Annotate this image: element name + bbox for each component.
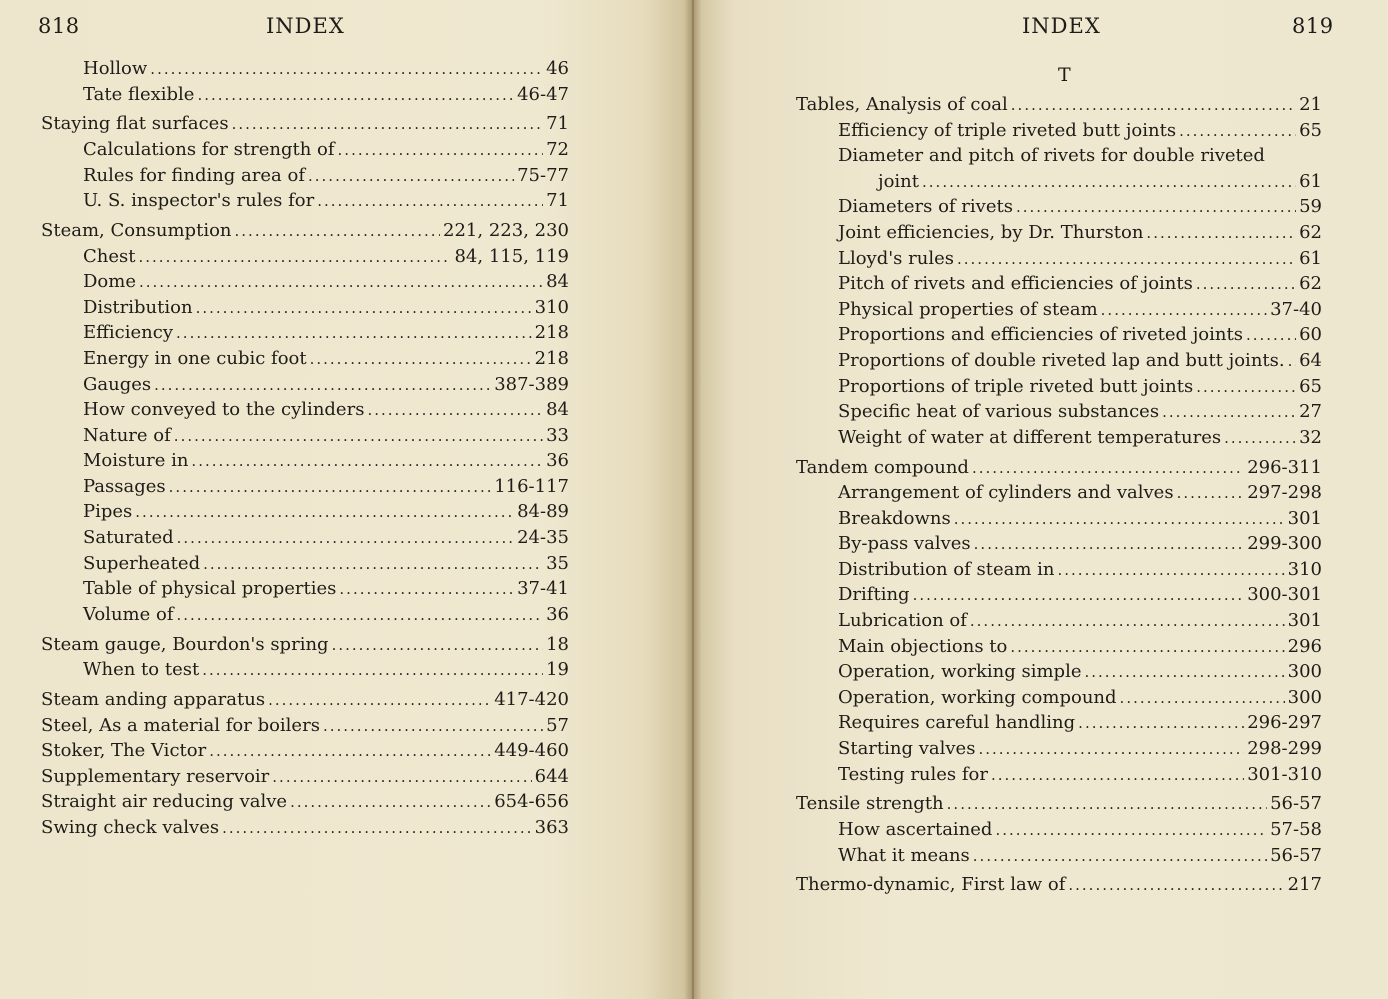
index-entry — [41, 218, 569, 244]
entry-term: joint — [878, 170, 920, 192]
entry-term: Saturated — [83, 527, 174, 549]
dot-leader — [970, 609, 1285, 635]
entry-term: Lloyd's rules — [838, 247, 954, 269]
entry-pages: 61 — [1299, 247, 1322, 269]
index-subentry — [796, 557, 1322, 583]
entry-pages: 221, 223, 230 — [443, 219, 569, 241]
index-subentry — [796, 582, 1322, 608]
dot-leader — [169, 475, 492, 501]
entry-pages: 18 — [546, 633, 569, 655]
entry-term: Arrangement of cylinders and valves — [838, 482, 1174, 504]
entry-pages: 62 — [1299, 221, 1322, 243]
dot-leader — [176, 603, 543, 629]
entry-term: Starting valves — [838, 738, 976, 760]
dot-leader — [367, 398, 543, 424]
index-subentry — [41, 397, 569, 423]
entry-term: Rules for finding area of — [83, 164, 305, 186]
index-subentry — [41, 269, 569, 295]
dot-leader — [196, 296, 532, 322]
entry-term: Steam, Consumption — [41, 219, 232, 241]
entry-term: Proportions of double riveted lap and butt joints. — [838, 349, 1285, 371]
dot-leader — [1084, 660, 1284, 686]
entry-term: Diameters of rivets — [838, 196, 1013, 218]
dot-leader — [922, 170, 1296, 196]
entry-term: U. S. inspector's rules for — [83, 190, 315, 212]
index-subentry — [41, 525, 569, 551]
dot-leader — [235, 219, 441, 245]
entry-term: Swing check valves — [41, 816, 220, 838]
entry-term: How conveyed to the cylinders — [83, 399, 365, 421]
index-subentry — [796, 297, 1322, 323]
index-subentry — [796, 531, 1322, 557]
dot-leader — [174, 424, 543, 450]
dot-leader — [1224, 426, 1296, 452]
entry-pages: 218 — [534, 347, 569, 369]
entry-term: Staying flat surfaces — [41, 113, 229, 135]
entry-pages: 60 — [1299, 324, 1322, 346]
running-title: INDEX — [266, 14, 345, 38]
entry-pages: 35 — [546, 552, 569, 574]
index-subentry — [41, 576, 569, 602]
index-entry — [41, 764, 569, 790]
dot-leader — [176, 321, 532, 347]
dot-leader — [947, 792, 1267, 818]
dot-leader — [1246, 323, 1296, 349]
dot-leader — [1058, 558, 1285, 584]
index-subentry — [41, 499, 569, 525]
entry-pages: 300 — [1287, 661, 1322, 683]
entry-term: Pipes — [83, 501, 133, 523]
section-letter: T — [1058, 64, 1071, 86]
dot-leader — [1120, 686, 1285, 712]
right-page — [692, 0, 1388, 999]
index-subentry — [41, 56, 569, 82]
index-entry — [41, 738, 569, 764]
entry-pages: 363 — [534, 816, 569, 838]
dot-leader — [317, 189, 543, 215]
entry-pages: 84 — [546, 399, 569, 421]
entry-pages: 37-41 — [517, 578, 569, 600]
entry-term: By-pass valves — [838, 533, 971, 555]
entry-pages: 72 — [546, 138, 569, 160]
dot-leader — [268, 688, 491, 714]
entry-pages: 296-297 — [1247, 712, 1322, 734]
entry-pages: 32 — [1299, 426, 1322, 448]
entry-term: Hollow — [83, 58, 148, 79]
entry-pages: 654-656 — [494, 791, 569, 813]
index-subentry — [41, 188, 569, 214]
dot-leader — [1162, 400, 1296, 426]
entry-pages: 64 — [1299, 349, 1322, 371]
entry-term: Calculations for strength of — [83, 138, 335, 160]
entry-pages: 296 — [1287, 635, 1322, 657]
entry-term: Tate flexible — [83, 83, 195, 105]
entry-term: Main objections to — [838, 635, 1008, 657]
index-entry — [796, 455, 1322, 481]
dot-leader — [1078, 711, 1244, 737]
dot-leader — [339, 577, 514, 603]
dot-leader — [191, 449, 543, 475]
entry-term: Chest — [83, 245, 136, 267]
page-number: 818 — [38, 14, 80, 38]
entry-term: Volume of — [83, 603, 174, 625]
dot-leader — [991, 763, 1244, 789]
dot-leader — [1179, 119, 1296, 145]
dot-leader — [203, 552, 543, 578]
index-subentry — [41, 372, 569, 398]
entry-term: Straight air reducing valve — [41, 791, 288, 813]
index-subentry — [796, 762, 1322, 788]
index-entry — [41, 111, 569, 137]
entry-pages: 71 — [546, 190, 569, 212]
entry-pages: 84, 115, 119 — [454, 245, 569, 267]
entry-pages: 57-58 — [1270, 819, 1322, 840]
index-subentry — [796, 659, 1322, 685]
index-subentry — [796, 685, 1322, 711]
entry-term: Superheated — [83, 552, 201, 574]
index-subentry — [796, 194, 1322, 220]
index-entry — [41, 687, 569, 713]
index-entry — [796, 92, 1322, 118]
entry-pages: 56-57 — [1270, 793, 1322, 815]
entry-pages: 417-420 — [494, 689, 569, 710]
index-subentry — [796, 710, 1322, 736]
dot-leader — [332, 633, 544, 659]
entry-term: Requires careful handling — [838, 712, 1076, 734]
entry-pages: 301 — [1287, 610, 1322, 632]
index-subentry — [796, 118, 1322, 144]
dot-leader — [972, 456, 1244, 482]
entry-term: Proportions of triple riveted butt joints — [838, 375, 1194, 397]
dot-leader — [308, 164, 514, 190]
entry-term: Testing rules for — [838, 763, 988, 785]
index-entry — [796, 872, 1322, 898]
index-entries — [41, 56, 569, 841]
entry-term: Efficiency — [83, 322, 174, 344]
index-subentry — [41, 82, 569, 108]
dot-leader — [913, 583, 1245, 609]
index-subentry — [796, 843, 1322, 869]
entry-term: Nature of — [83, 424, 171, 446]
index-subentry — [796, 506, 1322, 532]
running-title: INDEX — [1022, 14, 1101, 38]
entry-term: When to test — [83, 659, 200, 681]
dot-leader — [139, 245, 452, 271]
index-subentry — [796, 322, 1322, 348]
index-subentry — [796, 220, 1322, 246]
entry-pages: 299-300 — [1247, 533, 1322, 555]
dot-leader — [135, 500, 514, 526]
entry-pages: 62 — [1299, 273, 1322, 295]
dot-leader — [978, 737, 1244, 763]
index-subentry — [41, 295, 569, 321]
entry-pages: 46-47 — [517, 83, 569, 105]
entry-term: Stoker, The Victor — [41, 740, 207, 762]
entry-term: Physical properties of steam — [838, 298, 1098, 320]
index-subentry — [41, 163, 569, 189]
entry-pages: 116-117 — [494, 475, 569, 497]
index-subentry — [41, 474, 569, 500]
index-subentry — [796, 169, 1322, 195]
entry-term: Passages — [83, 475, 166, 497]
dot-leader — [290, 790, 491, 816]
index-subentry — [796, 374, 1322, 400]
index-subentry — [41, 244, 569, 270]
index-entry — [41, 632, 569, 658]
left-page-header — [0, 14, 692, 42]
dot-leader — [310, 347, 532, 373]
index-subentry — [41, 423, 569, 449]
entry-term: Tables, Analysis of coal — [796, 94, 1008, 115]
index-subentry — [41, 346, 569, 372]
entry-pages: 298-299 — [1247, 738, 1322, 760]
index-subentry — [41, 551, 569, 577]
dot-leader — [973, 844, 1267, 870]
dot-leader — [1177, 481, 1245, 507]
entry-term: Distribution of steam in — [838, 558, 1055, 580]
entry-term: Moisture in — [83, 450, 189, 472]
index-subentry — [796, 143, 1322, 169]
entry-pages: 36 — [546, 450, 569, 472]
dot-leader — [197, 83, 514, 109]
entry-term: Efficiency of triple riveted butt joints — [838, 119, 1177, 141]
dot-leader — [1196, 272, 1296, 298]
dot-leader — [323, 714, 543, 740]
entry-term: Pitch of rivets and efficiencies of joints — [838, 273, 1193, 295]
dot-leader — [1011, 93, 1296, 119]
dot-leader — [222, 816, 532, 842]
index-subentry — [796, 817, 1322, 843]
entry-pages: 84 — [546, 271, 569, 293]
entry-term: Breakdowns — [838, 507, 951, 529]
entry-pages: 56-57 — [1270, 844, 1322, 866]
dot-leader — [150, 57, 543, 83]
dot-leader — [1016, 195, 1296, 221]
entry-term: Joint efficiencies, by Dr. Thurston — [838, 221, 1144, 243]
entry-pages: 310 — [534, 296, 569, 318]
entry-pages: 301-310 — [1247, 763, 1322, 785]
dot-leader — [1146, 221, 1296, 247]
dot-leader — [1288, 349, 1296, 375]
entry-term: Operation, working simple — [838, 661, 1082, 683]
index-subentry — [796, 480, 1322, 506]
entry-pages: 387-389 — [494, 373, 569, 395]
entry-pages: 19 — [546, 659, 569, 681]
entry-pages: 21 — [1299, 94, 1322, 115]
entry-term: Steel, As a material for boilers — [41, 714, 320, 736]
entry-pages: 24-35 — [517, 527, 569, 549]
dot-leader — [272, 765, 531, 791]
entry-term: Diameter and pitch of rivets for double riveted — [838, 145, 1265, 167]
entry-pages: 61 — [1299, 170, 1322, 192]
entry-pages: 37-40 — [1270, 298, 1322, 320]
entry-pages: 218 — [534, 322, 569, 344]
entry-term: Proportions and efficiencies of riveted joints — [838, 324, 1243, 346]
index-subentry — [41, 448, 569, 474]
dot-leader — [139, 270, 543, 296]
dot-leader — [177, 526, 514, 552]
entry-term: Gauges — [83, 373, 152, 395]
dot-leader — [1010, 635, 1284, 661]
entry-term: Weight of water at different temperatures — [838, 426, 1222, 448]
entry-pages: 71 — [546, 113, 569, 135]
entry-pages: 217 — [1287, 874, 1322, 896]
left-page — [0, 0, 692, 999]
dot-leader — [954, 507, 1285, 533]
entry-term: Tandem compound — [796, 456, 969, 478]
entry-pages: 75-77 — [517, 164, 569, 186]
dot-leader — [957, 247, 1296, 273]
entry-pages: 449-460 — [494, 740, 569, 762]
entry-pages: 301 — [1287, 507, 1322, 529]
entry-term: What it means — [838, 844, 970, 866]
index-subentry — [41, 320, 569, 346]
index-subentry — [41, 137, 569, 163]
entry-term: Specific heat of various substances — [838, 401, 1160, 423]
index-subentry — [41, 657, 569, 683]
entry-term: Thermo-dynamic, First law of — [796, 874, 1066, 896]
dot-leader — [209, 739, 491, 765]
entry-pages: 310 — [1287, 558, 1322, 580]
dot-leader — [1196, 375, 1296, 401]
entry-term: Operation, working compound — [838, 686, 1117, 708]
index-entry — [796, 791, 1322, 817]
entry-pages: 59 — [1299, 196, 1322, 218]
dot-leader — [202, 658, 543, 684]
index-entry — [41, 713, 569, 739]
entry-term: Table of physical properties — [83, 578, 337, 600]
dot-leader — [338, 138, 544, 164]
index-subentry — [796, 271, 1322, 297]
entry-term: Supplementary reservoir — [41, 765, 270, 787]
index-subentry — [796, 425, 1322, 451]
entry-pages: 33 — [546, 424, 569, 446]
entry-pages: 36 — [546, 603, 569, 625]
entry-pages: 65 — [1299, 119, 1322, 141]
entry-pages: 65 — [1299, 375, 1322, 397]
entry-term: Drifting — [838, 584, 910, 606]
index-subentry — [796, 399, 1322, 425]
entry-pages: 296-311 — [1247, 456, 1322, 478]
entry-pages: 84-89 — [517, 501, 569, 523]
dot-leader — [995, 818, 1267, 844]
dot-leader — [232, 112, 544, 138]
right-page-header — [692, 14, 1388, 42]
entry-term: How ascertained — [838, 819, 993, 840]
entry-pages: 27 — [1299, 401, 1322, 423]
dot-leader — [974, 532, 1245, 558]
entry-term: Steam anding apparatus — [41, 689, 266, 710]
index-subentry — [41, 602, 569, 628]
index-subentry — [796, 608, 1322, 634]
index-entry — [41, 815, 569, 841]
page-number: 819 — [1292, 14, 1334, 38]
entry-term: Dome — [83, 271, 136, 293]
entry-pages: 297-298 — [1247, 482, 1322, 504]
index-entry — [41, 789, 569, 815]
index-subentry — [796, 348, 1322, 374]
index-subentry — [796, 246, 1322, 272]
entry-pages: 644 — [534, 765, 569, 787]
index-subentry — [796, 736, 1322, 762]
entry-term: Distribution — [83, 296, 193, 318]
index-entries — [796, 92, 1322, 898]
entry-term: Steam gauge, Bourdon's spring — [41, 633, 329, 655]
entry-term: Lubrication of — [838, 610, 967, 632]
dot-leader — [1101, 298, 1267, 324]
entry-pages: 46 — [546, 58, 569, 79]
entry-term: Energy in one cubic foot — [83, 347, 307, 369]
dot-leader — [1068, 873, 1284, 899]
entry-pages: 300-301 — [1247, 584, 1322, 606]
dot-leader — [154, 373, 491, 399]
entry-pages: 300 — [1287, 686, 1322, 708]
entry-pages: 57 — [546, 714, 569, 736]
entry-term: Tensile strength — [796, 793, 944, 815]
index-subentry — [796, 634, 1322, 660]
